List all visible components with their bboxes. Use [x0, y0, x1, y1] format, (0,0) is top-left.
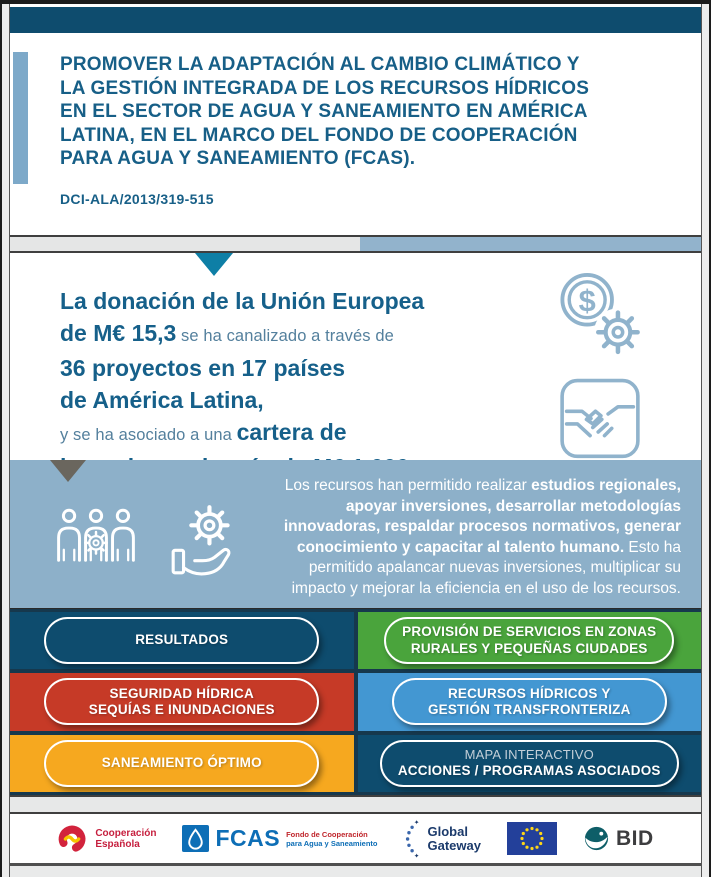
donation-icons	[526, 253, 701, 460]
donation-line: de M€ 15,3 se ha canalizado a través de	[60, 320, 394, 346]
saneamiento-optimo-button[interactable]: SANEAMIENTO ÓPTIMO	[44, 740, 319, 787]
donation-line: de América Latina,	[60, 387, 264, 413]
resultados-button[interactable]: RESULTADOS	[44, 617, 319, 664]
down-arrow-teal-icon	[195, 253, 233, 276]
cooperacion-espanola-logo: Cooperación Española	[57, 823, 156, 855]
title-line: PARA AGUA Y SANEAMIENTO (FCAS).	[60, 148, 416, 169]
seguridad-hidrica-button[interactable]: SEGURIDAD HÍDRICA SEQUÍAS E INUNDACIONES	[44, 678, 319, 725]
topic-button-grid	[10, 608, 701, 795]
donation-section	[10, 253, 701, 460]
fcas-logo: FCAS Fondo de Cooperación para Agua y Saneamiento	[182, 825, 377, 852]
page-bottom-strip	[10, 863, 701, 877]
right-margin-strip	[701, 4, 711, 877]
down-arrow-gray-icon	[50, 460, 86, 482]
global-gateway-logo: ✦ ✦ Global Gateway	[404, 819, 481, 859]
donation-line: La donación de la Unión Europea	[60, 288, 425, 314]
title-line: LA GESTIÓN INTEGRADA DE LOS RECURSOS HÍDRICOS	[60, 77, 590, 99]
cell-recursos	[358, 673, 702, 730]
donation-line: y se ha asociado a una cartera de	[60, 419, 347, 445]
global-gateway-stars-icon	[404, 819, 422, 859]
footer-divider-band	[10, 795, 701, 814]
money-gear-icon	[549, 269, 651, 363]
divider-band	[10, 235, 701, 253]
donation-text	[10, 253, 526, 460]
logo-footer	[10, 814, 701, 863]
resources-text: Los recursos han permitido realizar estudios regionales, apoyar inversiones, desarrollar metodologías innovadoras, respaldar procesos normativos, generar conocimiento y capacitar al talento humano. Esto ha permitido apalancar nuevas inversiones, multiplicar su impacto y mejorar la eficiencia en el uso de los recursos.	[283, 477, 681, 597]
svg-text:$: $	[578, 282, 596, 318]
page-title	[60, 53, 670, 171]
cell-provision	[358, 612, 702, 669]
donation-line: 36 proyectos en 17 países	[60, 355, 346, 381]
eu-flag-icon	[507, 822, 557, 855]
team-gear-icon	[56, 502, 136, 568]
eu-flag	[507, 822, 557, 855]
cell-mapa	[358, 735, 702, 792]
cell-resultados	[10, 612, 354, 669]
resources-icons	[10, 460, 258, 608]
provision-servicios-button[interactable]: PROVISIÓN DE SERVICIOS EN ZONAS RURALES Y PEQUEÑAS CIUDADES	[384, 617, 674, 664]
hand-gear-icon	[166, 502, 246, 578]
title-line: LATINA, EN EL MARCO DEL FONDO DE COOPERACIÓN	[60, 124, 578, 146]
divider-band-blue	[360, 237, 701, 251]
svg-text:✦: ✦	[413, 819, 419, 827]
project-reference-code: DCI-ALA/2013/319-515	[60, 191, 214, 207]
header-navy-bar	[10, 7, 701, 33]
title-line: EN EL SECTOR DE AGUA Y SANEAMIENTO EN AMÉRICA	[60, 101, 588, 122]
svg-text:✦: ✦	[413, 852, 419, 859]
cell-saneamiento	[10, 735, 354, 792]
bid-logo: BID	[583, 825, 654, 852]
mapa-interactivo-button[interactable]: MAPA INTERACTIVO ACCIONES / PROGRAMAS ASOCIADOS	[380, 740, 679, 787]
infographic-page	[0, 4, 711, 877]
resources-section	[10, 460, 701, 608]
title-section	[10, 33, 701, 235]
title-line: PROMOVER LA ADAPTACIÓN AL CAMBIO CLIMÁTICO Y	[60, 54, 580, 75]
bid-icon	[583, 825, 610, 852]
left-margin-strip	[0, 4, 10, 877]
cooperacion-espanola-icon	[57, 823, 89, 855]
handshake-icon	[555, 377, 645, 460]
cell-seguridad	[10, 673, 354, 730]
divider-band-gray	[10, 237, 360, 251]
title-accent-bar	[13, 52, 28, 184]
recursos-hidricos-button[interactable]: RECURSOS HÍDRICOS Y GESTIÓN TRANSFRONTERIZA	[392, 678, 667, 725]
fcas-drop-icon	[182, 825, 209, 852]
